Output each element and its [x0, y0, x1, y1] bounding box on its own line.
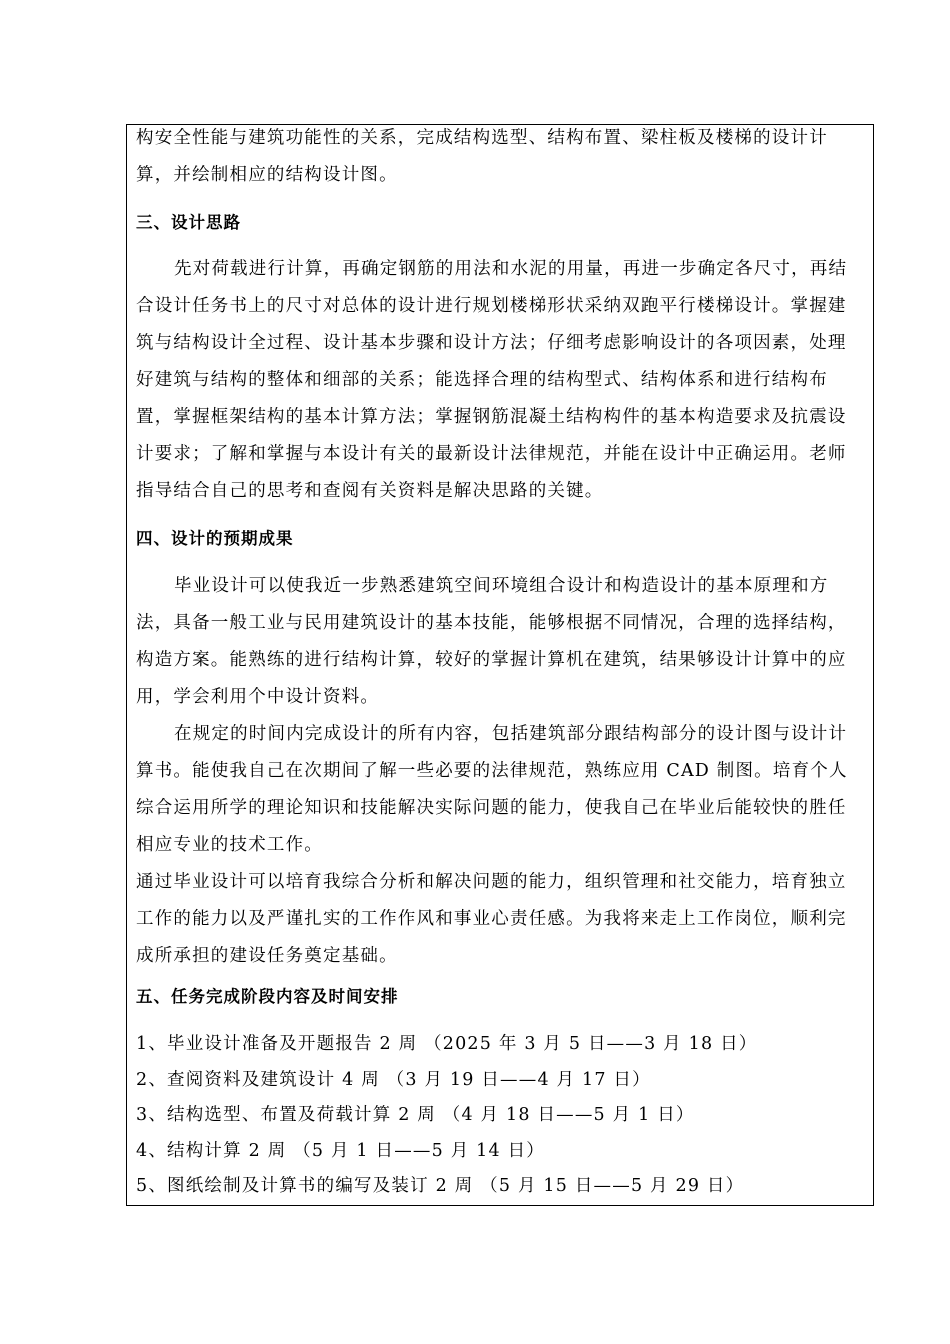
body-text-line: 工作的能力以及严谨扎实的工作作风和事业心责任感。为我将来走上工作岗位，顺利完: [136, 909, 847, 929]
body-text-line: 计要求；了解和掌握与本设计有关的最新设计法律规范，并能在设计中正确运用。老师: [136, 444, 847, 464]
body-text-line: 算，并绘制相应的结构设计图。: [136, 165, 398, 185]
body-text-line: 筑与结构设计全过程、设计基本步骤和设计方法；仔细考虑影响设计的各项因素，处理: [136, 333, 847, 353]
schedule-item: 5、图纸绘制及计算书的编写及装订 2 周 （5 月 15 日——5 月 29 日）: [136, 1176, 745, 1196]
section-heading: 五、任务完成阶段内容及时间安排: [136, 987, 399, 1006]
body-text-line: 合设计任务书上的尺寸对总体的设计进行规划楼梯形状采纳双跑平行楼梯设计。掌握建: [136, 296, 847, 316]
body-text-line: 构造方案。能熟练的进行结构计算，较好的掌握计算机在建筑，结果够设计计算中的应: [136, 650, 847, 670]
body-text-line: 成所承担的建设任务奠定基础。: [136, 946, 398, 966]
body-text-line: 在规定的时间内完成设计的所有内容，包括建筑部分跟结构部分的设计图与设计计: [174, 724, 848, 744]
schedule-item: 3、结构选型、布置及荷载计算 2 周 （4 月 18 日——5 月 1 日）: [136, 1105, 695, 1125]
body-text-line: 先对荷载进行计算，再确定钢筋的用法和水泥的用量，再进一步确定各尺寸，再结: [174, 259, 848, 279]
body-text-line: 指导结合自己的思考和查阅有关资料是解决思路的关键。: [136, 481, 604, 501]
schedule-item: 4、结构计算 2 周 （5 月 1 日——5 月 14 日）: [136, 1141, 546, 1161]
body-text-line: 算书。能使我自己在次期间了解一些必要的法律规范，熟练应用 CAD 制图。培育个人: [136, 761, 848, 781]
section-heading: 三、设计思路: [136, 213, 241, 232]
body-text-line: 相应专业的技术工作。: [136, 835, 323, 855]
body-text-line: 法，具备一般工业与民用建筑设计的基本技能，能够根据不同情况，合理的选择结构，: [136, 613, 847, 633]
body-text-line: 综合运用所学的理论知识和技能解决实际问题的能力，使我自己在毕业后能较快的胜任: [136, 798, 847, 818]
body-text-line: 构安全性能与建筑功能性的关系，完成结构选型、结构布置、梁柱板及楼梯的设计计: [136, 128, 828, 148]
body-text-line: 通过毕业设计可以培育我综合分析和解决问题的能力，组织管理和社交能力，培育独立: [136, 872, 847, 892]
body-text-line: 好建筑与结构的整体和细部的关系；能选择合理的结构型式、结构体系和进行结构布: [136, 370, 828, 390]
body-text-line: 用，学会利用个中设计资料。: [136, 687, 380, 707]
body-text-line: 置，掌握框架结构的基本计算方法；掌握钢筋混凝土结构构件的基本构造要求及抗震设: [136, 407, 847, 427]
schedule-item: 1、毕业设计准备及开题报告 2 周 （2025 年 3 月 5 日——3 月 18 日）: [136, 1034, 758, 1054]
body-text-line: 毕业设计可以使我近一步熟悉建筑空间环境组合设计和构造设计的基本原理和方: [174, 576, 829, 596]
section-heading: 四、设计的预期成果: [136, 529, 294, 548]
schedule-item: 2、查阅资料及建筑设计 4 周 （3 月 19 日——4 月 17 日）: [136, 1070, 651, 1090]
